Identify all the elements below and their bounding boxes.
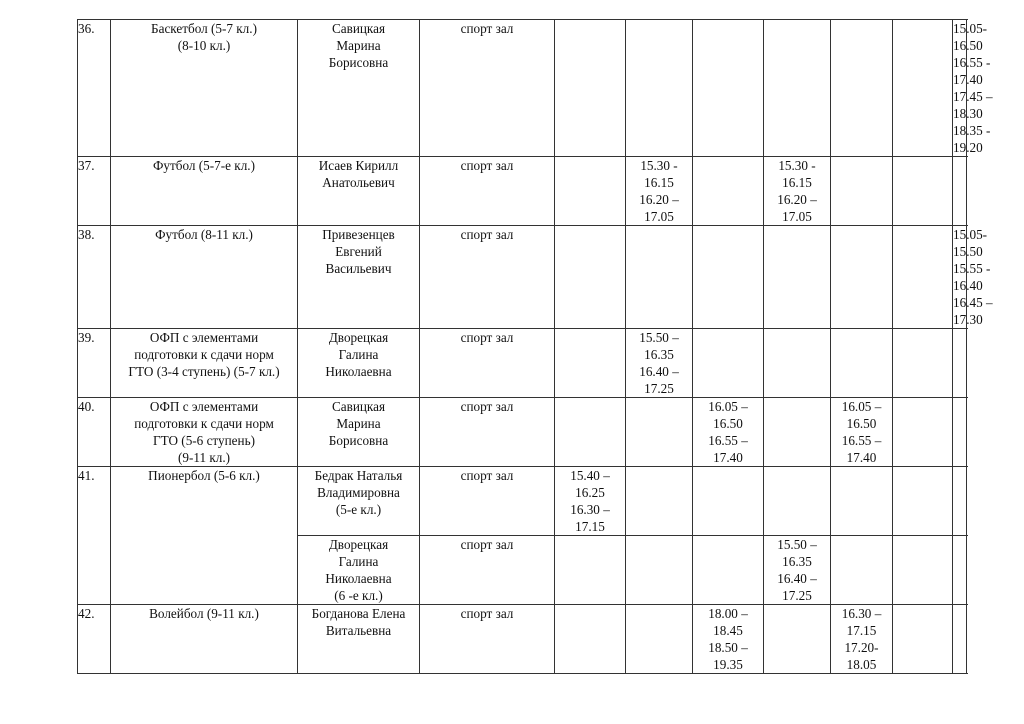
- time-slot-line: 16.40 –: [777, 571, 817, 586]
- activity-name-line: Футбол (8-11 кл.): [155, 227, 253, 242]
- time-slot: [693, 536, 764, 605]
- activity-name-line: Волейбол (9-11 кл.): [149, 606, 259, 621]
- time-slot: [764, 20, 831, 157]
- time-slot-line: 18.00 –: [708, 606, 748, 621]
- time-slot-line: 15.30 -: [640, 158, 678, 173]
- time-slot: [555, 605, 626, 674]
- activity-name: [111, 467, 298, 605]
- time-slot: [626, 536, 693, 605]
- time-slot-line: 16.50: [713, 416, 743, 431]
- activity-name-line: ГТО (3-4 ступень) (5-7 кл.): [128, 364, 280, 379]
- teacher-name: [298, 157, 420, 226]
- time-slot: [953, 467, 967, 536]
- time-slot-line: 17.15: [575, 519, 605, 534]
- activity-name-line: Баскетбол (5-7 кл.): [151, 21, 257, 36]
- time-slot-line: 16.50: [846, 416, 877, 431]
- time-slot: [831, 226, 893, 329]
- time-slot: [626, 467, 693, 536]
- time-slot: [831, 536, 893, 605]
- row-number: 41.: [78, 467, 111, 605]
- time-slot: [953, 329, 967, 398]
- time-slot: [953, 226, 993, 329]
- time-slot: [555, 157, 626, 226]
- time-slot: [831, 329, 893, 398]
- row-number: 38.: [78, 226, 111, 329]
- time-slot: [831, 20, 893, 157]
- time-slot-line: 17.40: [713, 450, 743, 465]
- time-slot: [764, 467, 831, 536]
- time-slot-line: 16.55 -: [953, 55, 991, 70]
- table-row: [78, 398, 967, 467]
- time-slot: [831, 157, 893, 226]
- teacher-name-line: Дворецкая: [328, 330, 389, 345]
- time-slot: [764, 157, 831, 226]
- activity-name: [111, 329, 298, 398]
- row-number: 39.: [78, 329, 111, 398]
- time-slot-line: 16.20 –: [777, 192, 817, 207]
- time-slot: [693, 329, 764, 398]
- teacher-name-line: Борисовна: [328, 55, 389, 70]
- teacher-name-line: Марина: [336, 38, 381, 53]
- time-slot-line: 17.25: [644, 381, 674, 396]
- time-slot-line: 18.05: [846, 657, 877, 672]
- time-slot: [893, 536, 953, 605]
- activity-name: [111, 605, 298, 674]
- time-slot-line: 15.50: [953, 244, 983, 259]
- teacher-name-line: Васильевич: [325, 261, 392, 276]
- time-slot: [626, 20, 693, 157]
- time-slot: [764, 398, 831, 467]
- time-slot: [555, 536, 626, 605]
- time-slot: [764, 536, 831, 605]
- teacher-name-line: Борисовна: [328, 433, 389, 448]
- venue: спорт зал: [420, 226, 555, 329]
- time-slot-line: 15.30 -: [778, 158, 816, 173]
- time-slot-line: 15.05-: [953, 227, 988, 242]
- schedule-table: [77, 19, 993, 674]
- teacher-name-line: Исаев Кирилл: [318, 158, 399, 173]
- time-slot: [764, 226, 831, 329]
- teacher-name-line: Марина: [336, 416, 381, 431]
- teacher-name-line: (6 -е кл.): [334, 588, 383, 603]
- table-row: [78, 605, 967, 674]
- time-slot-line: 16.30 –: [841, 606, 882, 621]
- time-slot: [555, 398, 626, 467]
- time-slot: [693, 605, 764, 674]
- time-slot: [693, 398, 764, 467]
- time-slot: [626, 329, 693, 398]
- time-slot: [831, 398, 893, 467]
- time-slot: [831, 605, 893, 674]
- teacher-name-line: Владимировна: [317, 485, 400, 500]
- time-slot-line: 17.25: [782, 588, 812, 603]
- time-slot: [893, 20, 953, 157]
- time-slot: [893, 226, 953, 329]
- table-row: [78, 20, 967, 157]
- time-slot-line: 18.45: [713, 623, 743, 638]
- time-slot-line: 15.50 –: [639, 330, 679, 345]
- teacher-name-line: Савицкая: [331, 21, 386, 36]
- table-row: [78, 226, 967, 329]
- teacher-name-line: Дворецкая: [328, 537, 389, 552]
- activity-name: [111, 226, 298, 329]
- time-slot: [555, 226, 626, 329]
- time-slot-line: 18.50 –: [708, 640, 748, 655]
- table-row: [78, 467, 967, 536]
- time-slot-line: 16.35: [644, 347, 674, 362]
- time-slot: [893, 157, 953, 226]
- row-number: 42.: [78, 605, 111, 674]
- row-number: 36.: [78, 20, 111, 157]
- time-slot-line: 16.40: [953, 278, 983, 293]
- time-slot: [555, 20, 626, 157]
- time-slot-line: 16.15: [782, 175, 812, 190]
- time-slot: [626, 226, 693, 329]
- schedule-body: [78, 20, 993, 674]
- activity-name-line: (9-11 кл.): [177, 450, 231, 465]
- time-slot-line: 16.55 –: [708, 433, 748, 448]
- venue: спорт зал: [420, 467, 555, 536]
- activity-name-line: ОФП с элементами: [149, 399, 259, 414]
- activity-name: [111, 398, 298, 467]
- time-slot: [693, 157, 764, 226]
- time-slot-line: 15.40 –: [570, 468, 610, 483]
- time-slot: [626, 398, 693, 467]
- table-row: [78, 329, 967, 398]
- activity-name: [111, 157, 298, 226]
- activity-name-line: подготовки к сдачи норм: [134, 416, 274, 431]
- teacher-name-line: Анатольевич: [322, 175, 395, 190]
- time-slot: [831, 467, 893, 536]
- venue: спорт зал: [420, 536, 555, 605]
- activity-name-line: подготовки к сдачи норм: [134, 347, 274, 362]
- time-slot-line: 17.45 –: [953, 89, 993, 104]
- venue: спорт зал: [420, 20, 555, 157]
- time-slot-line: 19.35: [713, 657, 743, 672]
- time-slot: [893, 329, 953, 398]
- time-slot-line: 16.35: [782, 554, 812, 569]
- activity-name-line: Футбол (5-7-е кл.): [153, 158, 255, 173]
- time-slot-line: 16.15: [644, 175, 674, 190]
- time-slot: [626, 605, 693, 674]
- row-number: 37.: [78, 157, 111, 226]
- time-slot-line: 17.30: [953, 312, 983, 327]
- teacher-name-line: Николаевна: [325, 571, 392, 586]
- venue: спорт зал: [420, 157, 555, 226]
- venue: спорт зал: [420, 605, 555, 674]
- time-slot: [953, 20, 993, 157]
- teacher-name-line: Привезенцев: [322, 227, 395, 242]
- time-slot-line: 17.05: [644, 209, 674, 224]
- time-slot-line: 16.30 –: [570, 502, 610, 517]
- time-slot: [555, 467, 626, 536]
- time-slot: [693, 226, 764, 329]
- teacher-name-line: Галина: [338, 554, 379, 569]
- activity-name-line: ОФП с элементами: [149, 330, 259, 345]
- activity-name-line: (8-10 кл.): [177, 38, 231, 53]
- time-slot: [953, 605, 967, 674]
- teacher-name-line: Савицкая: [331, 399, 386, 414]
- activity-name: [111, 20, 298, 157]
- time-slot-line: 17.15: [846, 623, 877, 638]
- time-slot: [893, 467, 953, 536]
- teacher-name: [298, 398, 420, 467]
- teacher-name: [298, 536, 420, 605]
- time-slot-line: 19.20: [953, 140, 983, 155]
- teacher-name-line: (5-е кл.): [335, 502, 382, 517]
- teacher-name: [298, 20, 420, 157]
- time-slot-line: 16.25: [575, 485, 605, 500]
- time-slot: [893, 605, 953, 674]
- time-slot-line: 17.40: [846, 450, 877, 465]
- time-slot: [555, 329, 626, 398]
- teacher-name-line: Галина: [338, 347, 379, 362]
- time-slot-line: 16.05 –: [841, 399, 882, 414]
- teacher-name-line: Бедрак Наталья: [314, 468, 403, 483]
- teacher-name-line: Николаевна: [325, 364, 392, 379]
- venue: спорт зал: [420, 329, 555, 398]
- time-slot-line: 17.20-: [844, 640, 879, 655]
- venue: спорт зал: [420, 398, 555, 467]
- time-slot-line: 15.55 -: [953, 261, 991, 276]
- activity-name-line: ГТО (5-6 ступень): [152, 433, 255, 448]
- time-slot-line: 16.50: [953, 38, 983, 53]
- time-slot: [893, 398, 953, 467]
- teacher-name: [298, 226, 420, 329]
- teacher-name-line: Витальевна: [325, 623, 392, 638]
- time-slot-line: 15.50 –: [777, 537, 817, 552]
- time-slot-line: 18.30: [953, 106, 983, 121]
- time-slot-line: 16.20 –: [639, 192, 679, 207]
- teacher-name: [298, 329, 420, 398]
- time-slot-line: 17.40: [953, 72, 983, 87]
- time-slot-line: 17.05: [782, 209, 812, 224]
- time-slot-line: 18.35 -: [953, 123, 991, 138]
- time-slot: [626, 157, 693, 226]
- teacher-name-line: Евгений: [335, 244, 382, 259]
- time-slot: [953, 536, 967, 605]
- table-row: [78, 157, 967, 226]
- time-slot: [693, 20, 764, 157]
- time-slot: [693, 467, 764, 536]
- activity-name-line: Пионербол (5-6 кл.): [148, 468, 260, 483]
- teacher-name: [298, 605, 420, 674]
- time-slot: [764, 329, 831, 398]
- teacher-name-line: Богданова Елена: [311, 606, 406, 621]
- time-slot-line: 16.40 –: [639, 364, 679, 379]
- time-slot-line: 15.05-: [953, 21, 988, 36]
- time-slot: [764, 605, 831, 674]
- time-slot: [953, 398, 967, 467]
- row-number: 40.: [78, 398, 111, 467]
- time-slot-line: 16.45 –: [953, 295, 993, 310]
- teacher-name: [298, 467, 420, 536]
- time-slot: [953, 157, 967, 226]
- time-slot-line: 16.55 –: [841, 433, 882, 448]
- time-slot-line: 16.05 –: [708, 399, 748, 414]
